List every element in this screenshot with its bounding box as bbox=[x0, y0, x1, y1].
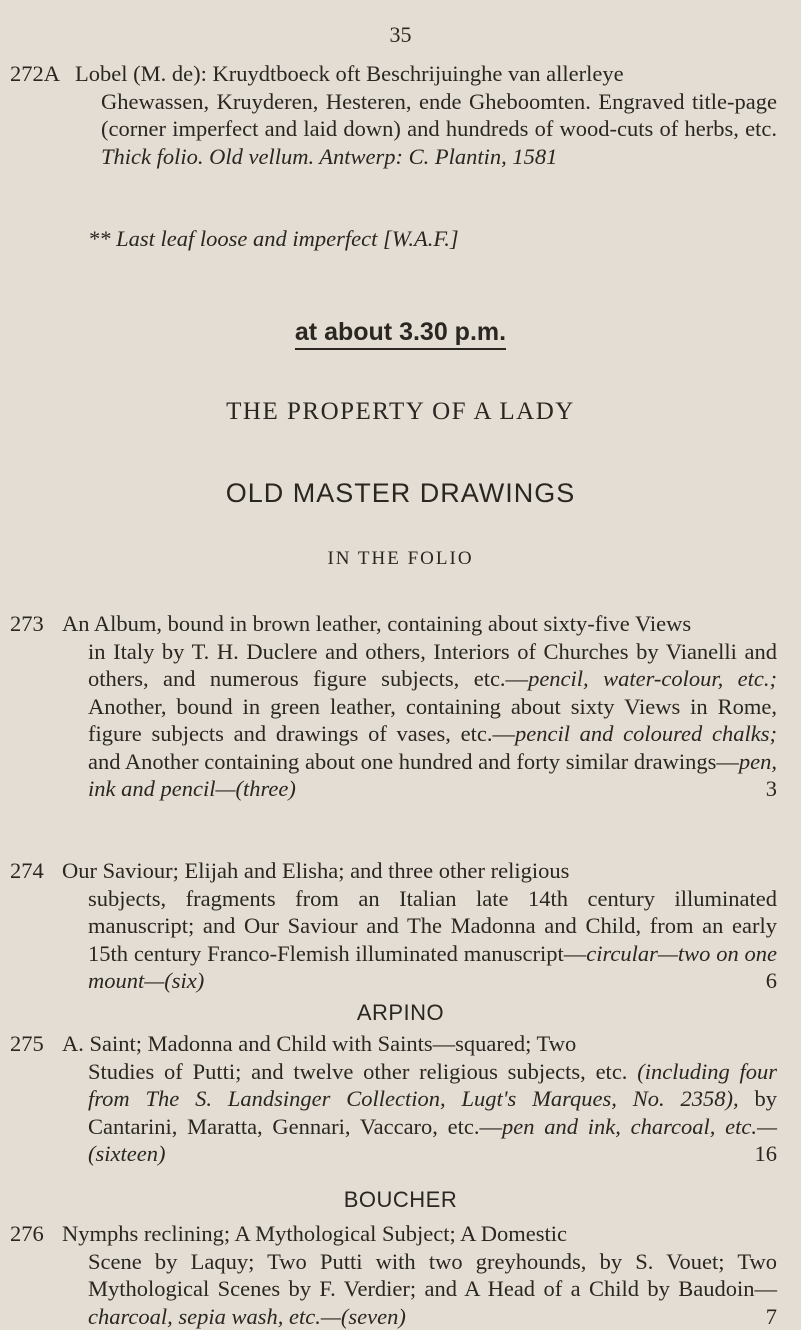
lot-description: in Italy by T. H. Duclere and others, Interiors of Churches by Vianelli and others, and numerous figure subjects, etc.—pencil, water-colour, etc.; Another, bound in green leather, containing about sixty Views in Rome, figure subjects and drawings of vases, etc.—pencil and coloured chalks; and Another containing about one hundred and forty similar drawings—pen, ink and pencil—(three) 3 bbox=[62, 638, 777, 803]
artist-heading-arpino: ARPINO bbox=[0, 1000, 801, 1026]
lot-quantity: 7 bbox=[766, 1303, 777, 1330]
lot-quantity: 16 bbox=[755, 1140, 778, 1168]
lot-description: Scene by Laquy; Two Putti with two greyhounds, by S. Vouet; Two Mythological Scenes by F. Verdier; and A Head of a Child by Baudoin—charcoal, sepia wash, etc.—(seven) 7 bbox=[62, 1248, 777, 1330]
lot-number: 273 bbox=[10, 610, 44, 638]
lot-first-line: Nymphs reclining; A Mythological Subject; A Domestic bbox=[62, 1220, 777, 1248]
lot-number: 276 bbox=[10, 1220, 44, 1248]
lot-first-line: Our Saviour; Elijah and Elisha; and three other religious bbox=[62, 857, 777, 885]
lot-first-line: Lobel (M. de): Kruydtboeck oft Beschrijuinghe van allerleye bbox=[75, 60, 777, 88]
section-subheading: IN THE FOLIO bbox=[0, 548, 801, 570]
artist-heading-boucher: BOUCHER bbox=[0, 1187, 801, 1213]
lot-quantity: 6 bbox=[766, 967, 777, 995]
section-heading: OLD MASTER DRAWINGS bbox=[0, 478, 801, 509]
lot-number: 272A bbox=[10, 60, 60, 88]
time-notice: at about 3.30 p.m. bbox=[0, 318, 801, 347]
lot-description: Studies of Putti; and twelve other religious subjects, etc. (including four from The S. Landsinger Collection, Lugt's Marques, No. 2358), by Cantarini, Maratta, Gennari, Vaccaro, etc.—pen and ink, charcoal, etc.—(sixteen) 16 bbox=[62, 1058, 777, 1168]
lot-first-line: A. Saint; Madonna and Child with Saints—squared; Two bbox=[62, 1030, 777, 1058]
lot-quantity: 3 bbox=[766, 775, 777, 803]
lot-number: 274 bbox=[10, 857, 44, 885]
lot-description: subjects, fragments from an Italian late 14th century illuminated manuscript; and Our Saviour and The Madonna and Child, from an early 15th century Franco-Flemish illuminated manuscript—circular—two on one mount—(six) 6 bbox=[62, 885, 777, 995]
property-heading: THE PROPERTY OF A LADY bbox=[0, 398, 801, 426]
lot-note: ** Last leaf loose and imperfect [W.A.F.] bbox=[88, 225, 459, 253]
lot-number: 275 bbox=[10, 1030, 44, 1058]
page-number: 35 bbox=[0, 22, 801, 48]
lot-first-line: An Album, bound in brown leather, containing about sixty-five Views bbox=[62, 610, 777, 638]
lot-description: Ghewassen, Kruyderen, Hesteren, ende Gheboomten. Engraved title-page (corner imperfect and laid down) and hundreds of wood-cuts of herbs, etc. Thick folio. Old vellum. Antwerp: C. Plantin, 1581 bbox=[75, 88, 777, 171]
